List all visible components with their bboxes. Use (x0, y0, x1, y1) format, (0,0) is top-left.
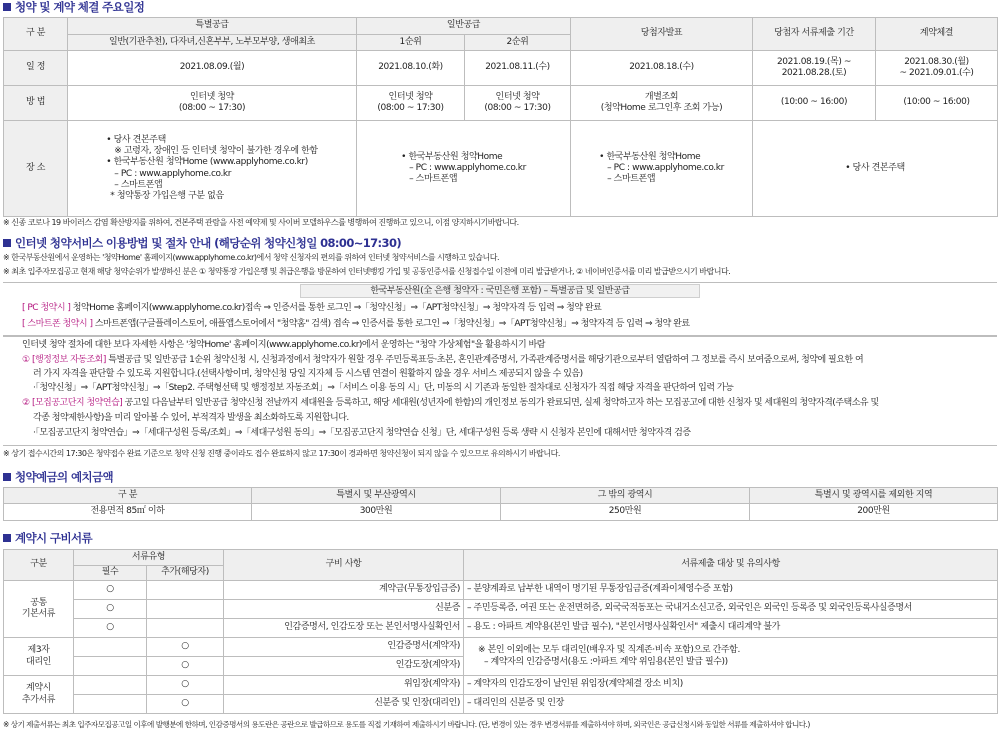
smartphone-steps: [ 스마트폰 청약시 ] 스마트폰앱(구글플레이스토어, 애플앱스토어에서 "청약홈" 검색) 접속 ⇒ 인증서를 통한 로그인 ⇒「청약신청」⇒「APT청약신청」⇒ 청약자격 등 입력 ⇒ 청약 완료 (22, 319, 690, 329)
doc-required-mark: ○ (74, 600, 147, 619)
doc-extra-mark: ○ (147, 657, 224, 676)
doc-item: 인감도장(계약자) (224, 657, 464, 676)
date-docs: 2021.08.19.(목) ~ 2021.08.28.(토) (753, 51, 876, 86)
place-general-list: • 한국부동산원 청약Home – PC : www.applyhome.co.kr – 스마트폰앱 (401, 151, 526, 185)
doc-required-mark (74, 676, 147, 695)
doc-item: 계약금(무통장입금증) (224, 581, 464, 600)
doc-required-mark (74, 638, 147, 657)
schedule-table (3, 17, 998, 217)
date-rank1: 2021.08.10.(화) (357, 51, 465, 86)
place-announce (571, 121, 753, 217)
method-docs: (10:00 ~ 16:00) (753, 86, 876, 121)
internet-banner: 한국부동산원(全 은행 청약자 : 국민은행 포함) – 특별공급 및 일반공급 (300, 284, 700, 298)
internet-note-1: ※ 한국부동산원에서 운영하는 '청약Home' 홈페이지(www.applyhome.co.kr)에서 청약 신청자의 편의를 위하여 인터넷 청약서비스를 시행하고 있습니다. (3, 253, 499, 262)
item-admin-auto-cont: 러 가지 자격을 판단할 수 있도록 지원합니다.(선택사항이며, 청약신청 당일 지자체 등 시스템 연결이 원활하지 않을 경우 서비스 제공되지 않을 수 있음) (33, 369, 583, 379)
deposit-header-seoul: 특별시 및 부산광역시 (252, 488, 501, 504)
item-admin-auto: ① [행정정보 자동조회] 특별공급 및 일반공급 1순위 청약신청 시, 신청과정에서 청약자가 원할 경우 주민등록표등·초본, 혼인관계증명서, 가족관계증명서를 해당기관으로부터 열람하여 그 정보를 즉시 보여줌으로써, 청약에 필요한 여 (22, 355, 864, 365)
doc-extra-mark: ○ (147, 695, 224, 714)
header-contract: 계약체결 (876, 18, 998, 51)
pc-steps: [ PC 청약시 ] 청약Home 홈페이지(www.applyhome.co.kr)접속 ⇒ 인증서를 통한 로그인 ⇒「청약신청」⇒「APT청약신청」⇒ 청약자격 등 입력 ⇒ 청약 완료 (22, 303, 602, 313)
place-special (68, 121, 357, 217)
square-bullet-icon (3, 534, 11, 542)
method-special: 인터넷 청약 (08:00 ~ 17:30) (68, 86, 357, 121)
doc-header-gubun: 구분 (4, 550, 74, 581)
doc-note: – 계약자의 인감도장이 날인된 위임장(계약체결 장소 비치) (464, 676, 998, 695)
header-special: 특별공급 (68, 18, 357, 35)
item-practice-sub: ·「모집공고단지 청약연습」⇒「세대구성원 등록/조회」⇒「세대구성원 동의」⇒「모집공고단지 청약연습 신청」단, 세대구성원 등록 생략 시 신청자 본인에 대해서만 청약자격 검증 (33, 428, 691, 438)
doc-header-notes: 서류제출 대상 및 유의사항 (464, 550, 998, 581)
doc-extra-mark (147, 619, 224, 638)
doc-header-type: 서류유형 (74, 550, 224, 566)
doc-note: – 대리인의 신분증 및 인장 (464, 695, 998, 714)
section-title-schedule: 청약 및 계약 체결 주요일정 (3, 0, 144, 14)
deposit-area: 전용면적 85㎡ 이하 (4, 504, 252, 521)
doc-note-proxy: ※ 본인 이외에는 모두 대리인(배우자 및 직계존·비속 포함)으로 간주함. – 계약자의 인감증명서(용도 :아파트 계약 위임용(본인 발급 필수)) (464, 638, 998, 676)
doc-item: 신분증 (224, 600, 464, 619)
doc-extra-mark (147, 581, 224, 600)
internet-note-2: ※ 최초 입주자모집공고 현재 해당 청약순위가 발생하신 분은 ① 청약통장 가입은행 및 취급은행을 방문하여 인터넷뱅킹 가입 및 공동인증서를 신청접수일 이전에 미리 발급받거나, ② 네이버인증서를 미리 발급받으시기 바랍니다. (3, 267, 731, 276)
doc-group-additional: 계약시 추가서류 (4, 676, 74, 714)
item-practice-cont: 각종 청약제한사항)을 미리 알아볼 수 있어, 부적격자 발생을 최소화하도록 지원합니다. (33, 413, 349, 423)
doc-note: – 주민등록증, 여권 또는 운전면허증, 외국국적동포는 국내거소신고증, 외국인은 외국인 등록증 및 외국인등록사실증명서 (464, 600, 998, 619)
doc-item: 인감증명서(계약자) (224, 638, 464, 657)
doc-header-extra: 추가(해당자) (147, 566, 224, 581)
method-rank2: 인터넷 청약 (08:00 ~ 17:30) (465, 86, 571, 121)
doc-extra-mark (147, 600, 224, 619)
row-label-method: 방 법 (4, 86, 68, 121)
row-label-date: 일 정 (4, 51, 68, 86)
header-rank1: 1순위 (357, 35, 465, 51)
deposit-other: 250만원 (501, 504, 750, 521)
doc-header-required: 필수 (74, 566, 147, 581)
doc-required-mark (74, 695, 147, 714)
doc-group-proxy: 제3자 대리인 (4, 638, 74, 676)
deposit-header-gubun: 구 분 (4, 488, 252, 504)
doc-item: 인감증명서, 인감도장 또는 본인서명사실확인서 (224, 619, 464, 638)
deposit-table (3, 487, 998, 521)
method-contract: (10:00 ~ 16:00) (876, 86, 998, 121)
section-title-documents: 계약시 구비서류 (3, 531, 92, 545)
doc-note: – 분양계좌로 납부한 내역이 명기된 무통장입금증(계좌이체영수증 포함) (464, 581, 998, 600)
method-rank1: 인터넷 청약 (08:00 ~ 17:30) (357, 86, 465, 121)
item-admin-auto-sub: ·「청약신청」⇒「APT청약신청」⇒「Step2. 주택형선택 및 행정정보 자동조회」⇒「서비스 이용 동의 시」단, 미동의 시 기존과 동일한 절차대로 신청자가 직접 해당 자격을 판단하여 입력 가능 (33, 383, 734, 393)
header-rank2: 2순위 (465, 35, 571, 51)
date-rank2: 2021.08.11.(수) (465, 51, 571, 86)
schedule-note: ※ 신종 코로나 19 바이러스 감염 확산방지를 위하여, 견본주택 관람을 사전 예약제 및 사이버 모델하우스를 병행하여 진행하고 있으니, 이점 양지하시기바랍니다. (3, 218, 519, 227)
square-bullet-icon (3, 3, 11, 11)
deposit-rest: 200만원 (750, 504, 998, 521)
doc-group-common: 공통 기본서류 (4, 581, 74, 638)
place-general (357, 121, 571, 217)
deposit-seoul: 300만원 (252, 504, 501, 521)
deposit-header-rest: 특별시 및 광역시를 제외한 지역 (750, 488, 998, 504)
section-title-deposit: 청약예금의 예치금액 (3, 470, 113, 484)
internet-note-3: ※ 상기 접수시간의 17:30은 청약접수 완료 기준으로 청약 신청 진행 중이라도 접수 완료하지 않고 17:30이 경과하면 청약신청이 되지 않을 수 있으므로 유의하시기 바랍니다. (3, 449, 560, 458)
doc-item: 신분증 및 인장(대리인) (224, 695, 464, 714)
doc-required-mark: ○ (74, 619, 147, 638)
date-special: 2021.08.09.(월) (68, 51, 357, 86)
header-gubun: 구 분 (4, 18, 68, 51)
doc-required-mark: ○ (74, 581, 147, 600)
header-docs: 당첨자 서류제출 기간 (753, 18, 876, 51)
date-announce: 2021.08.18.(수) (571, 51, 753, 86)
documents-table (3, 549, 998, 714)
date-contract: 2021.08.30.(월) ~ 2021.09.01.(수) (876, 51, 998, 86)
doc-item: 위임장(계약자) (224, 676, 464, 695)
doc-header-items: 구비 사항 (224, 550, 464, 581)
row-label-place: 장 소 (4, 121, 68, 217)
header-special-sub: 일반(기관추천), 다자녀,신혼부부, 노부모부양, 생애최초 (68, 35, 357, 51)
place-special-list: • 당사 견본주택 ※ 고령자, 장애인 등 인터넷 청약이 불가한 경우에 한함 • 한국부동산원 청약Home (www.applyhome.co.kr) – PC : www.applyhome.co.kr – 스마트폰앱 * 청약통장 가입은행 구분 없음 (106, 134, 318, 201)
doc-extra-mark: ○ (147, 676, 224, 695)
documents-note: ※ 상기 제출서류는 최초 입주자모집공고일 이후에 발행분에 한하며, 인감증명서의 용도란은 공란으로 발급하므로 용도를 직접 기재하여 제출하시기 바랍니다. (단, 변경이 있는 경우 변경서류를 제출하셔야 하며, 외국인은 공급신청시와 동일한 서류를 제출하셔야 합니다.) (3, 720, 810, 729)
doc-note: – 용도 : 아파트 계약용(본인 발급 필수), "본인서명사실확인서" 제출시 대리계약 불가 (464, 619, 998, 638)
place-docs-contract: • 당사 견본주택 (753, 121, 998, 217)
place-announce-list: • 한국부동산원 청약Home – PC : www.applyhome.co.kr – 스마트폰앱 (599, 151, 724, 185)
doc-extra-mark: ○ (147, 638, 224, 657)
doc-required-mark (74, 657, 147, 676)
header-announce: 당첨자발표 (571, 18, 753, 51)
square-bullet-icon (3, 473, 11, 481)
internet-intro: 인터넷 청약 절차에 대한 보다 자세한 사항은 '청약Home' 홈페이지(www.applyhome.co.kr)에서 운영하는 "청약 가상체험"을 활용하시기 바람 (22, 340, 545, 350)
item-practice: ② [모집공고단지 청약연습] 공고일 다음날부터 일반공급 청약신청 전날까지 세대원을 등록하고, 해당 세대원(성년자에 한함)의 개인정보 동의가 완료되면, 실제 청약하고자 하는 모집공고에 대한 신청자 및 세대원의 청약자격(주택소유 및 (22, 398, 879, 408)
header-general: 일반공급 (357, 18, 571, 35)
method-announce: 개별조회 (청약Home 로그인후 조회 가능) (571, 86, 753, 121)
deposit-header-other: 그 밖의 광역시 (501, 488, 750, 504)
square-bullet-icon (3, 239, 11, 247)
section-title-internet: 인터넷 청약서비스 이용방법 및 절차 안내 (해당순위 청약신청일 08:00~17:30) (3, 236, 401, 250)
